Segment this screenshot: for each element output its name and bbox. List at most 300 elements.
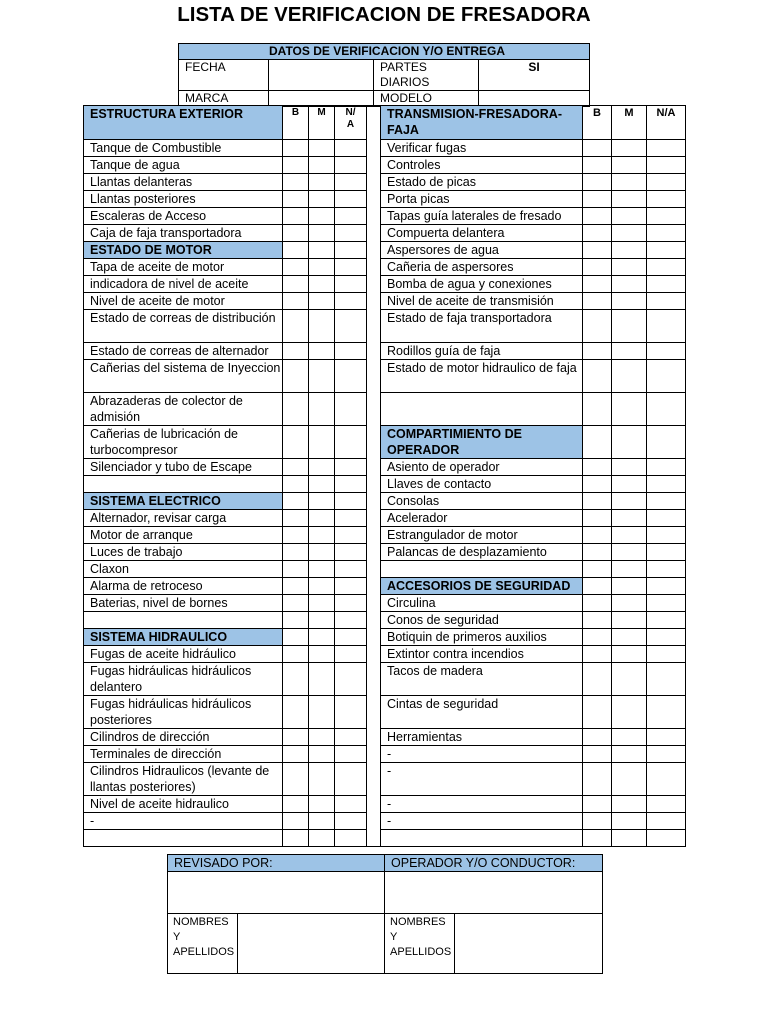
checklist-row	[84, 259, 686, 276]
check-cell-na[interactable]	[647, 242, 686, 259]
checklist-row	[84, 174, 686, 191]
check-cell-b[interactable]	[283, 544, 309, 561]
check-cell-na[interactable]	[335, 225, 367, 242]
check-cell-na[interactable]	[335, 763, 367, 796]
check-cell-na[interactable]	[647, 578, 686, 595]
check-cell-m[interactable]	[612, 293, 647, 310]
checklist-item-right	[381, 393, 583, 426]
check-cell-b[interactable]	[583, 476, 612, 493]
check-cell-b[interactable]	[583, 426, 612, 459]
checklist-table	[83, 105, 686, 847]
check-cell-na[interactable]	[335, 343, 367, 360]
check-cell-m[interactable]	[309, 174, 335, 191]
partes-diarios-value[interactable]: SI	[479, 60, 590, 91]
checklist-item-right: Rodillos guía de faja	[381, 343, 583, 360]
check-cell-b[interactable]	[283, 612, 309, 629]
check-cell-na[interactable]	[335, 360, 367, 393]
checklist-row	[84, 225, 686, 242]
check-cell-m[interactable]	[309, 796, 335, 813]
operador-header: OPERADOR Y/O CONDUCTOR:	[385, 855, 603, 872]
check-cell-b[interactable]	[283, 527, 309, 544]
check-cell-na[interactable]	[335, 746, 367, 763]
modelo-label: MODELO	[374, 91, 479, 107]
check-cell-m[interactable]	[309, 612, 335, 629]
checklist-item-right: Aspersores de agua	[381, 242, 583, 259]
check-cell-m[interactable]	[309, 459, 335, 476]
check-cell-b[interactable]	[283, 208, 309, 225]
check-cell-na[interactable]	[335, 140, 367, 157]
check-cell-na[interactable]	[647, 561, 686, 578]
check-cell-b[interactable]	[283, 813, 309, 830]
check-cell-b[interactable]	[583, 813, 612, 830]
checklist-row	[84, 476, 686, 493]
check-cell-b[interactable]	[283, 174, 309, 191]
check-cell-na[interactable]	[335, 476, 367, 493]
column-separator	[367, 729, 381, 746]
check-cell-m[interactable]	[612, 561, 647, 578]
column-separator	[367, 426, 381, 459]
check-cell-m[interactable]	[309, 729, 335, 746]
checklist-row	[84, 393, 686, 426]
check-cell-na[interactable]	[647, 813, 686, 830]
check-cell-m[interactable]	[612, 510, 647, 527]
check-cell-na[interactable]	[647, 544, 686, 561]
check-cell-b[interactable]	[283, 293, 309, 310]
checklist-row	[84, 763, 686, 796]
check-cell-m[interactable]	[612, 763, 647, 796]
checklist-item-right	[381, 561, 583, 578]
check-cell-b[interactable]	[283, 225, 309, 242]
check-cell-na[interactable]	[335, 729, 367, 746]
check-cell-m[interactable]	[309, 493, 335, 510]
check-cell-b[interactable]	[583, 225, 612, 242]
check-cell-b[interactable]	[283, 561, 309, 578]
check-cell-m[interactable]	[612, 578, 647, 595]
check-cell-na[interactable]	[647, 393, 686, 426]
nombres-value-left[interactable]	[238, 914, 385, 974]
check-cell-na[interactable]	[647, 259, 686, 276]
check-cell-m[interactable]	[612, 259, 647, 276]
column-separator	[367, 510, 381, 527]
checklist-item-left: indicadora de nivel de aceite	[84, 276, 283, 293]
checklist-row	[84, 191, 686, 208]
check-cell-b[interactable]	[283, 578, 309, 595]
check-cell-m[interactable]	[612, 493, 647, 510]
check-cell-na[interactable]	[647, 225, 686, 242]
column-separator	[367, 796, 381, 813]
check-cell-b[interactable]	[583, 510, 612, 527]
checklist-item-right: Bomba de agua y conexiones	[381, 276, 583, 293]
check-cell-m[interactable]	[309, 225, 335, 242]
check-cell-b[interactable]	[583, 360, 612, 393]
checklist-item-left: Abrazaderas de colector de admisión	[84, 393, 283, 426]
check-cell-m[interactable]	[612, 830, 647, 847]
column-separator	[367, 663, 381, 696]
check-cell-m[interactable]	[612, 343, 647, 360]
check-cell-b[interactable]	[583, 763, 612, 796]
check-cell-m[interactable]	[309, 293, 335, 310]
checklist-item-right: -	[381, 763, 583, 796]
check-cell-m[interactable]	[309, 310, 335, 343]
check-cell-m[interactable]	[309, 746, 335, 763]
checklist-row	[84, 343, 686, 360]
check-cell-b[interactable]	[583, 629, 612, 646]
check-cell-b[interactable]	[583, 493, 612, 510]
check-cell-m[interactable]	[612, 612, 647, 629]
check-cell-b[interactable]	[583, 393, 612, 426]
checklist-item-left: Fugas de aceite hidráulico	[84, 646, 283, 663]
check-cell-b[interactable]	[283, 830, 309, 847]
check-cell-na[interactable]	[647, 527, 686, 544]
check-cell-b[interactable]	[283, 646, 309, 663]
column-separator	[367, 208, 381, 225]
check-cell-b[interactable]	[583, 696, 612, 729]
check-cell-m[interactable]	[309, 578, 335, 595]
check-cell-na[interactable]	[647, 293, 686, 310]
check-cell-m[interactable]	[309, 663, 335, 696]
check-cell-na[interactable]	[335, 646, 367, 663]
check-cell-b[interactable]	[583, 527, 612, 544]
check-cell-na[interactable]	[647, 763, 686, 796]
check-cell-b[interactable]	[583, 561, 612, 578]
checklist-item-right: Tacos de madera	[381, 663, 583, 696]
check-cell-b[interactable]	[283, 259, 309, 276]
checklist-item-left: -	[84, 813, 283, 830]
check-cell-m[interactable]	[309, 426, 335, 459]
check-cell-b[interactable]	[283, 191, 309, 208]
check-cell-na[interactable]	[335, 242, 367, 259]
check-cell-na[interactable]	[335, 510, 367, 527]
checklist-item-left: Alternador, revisar carga	[84, 510, 283, 527]
column-header-m: M	[612, 106, 647, 140]
column-separator	[367, 629, 381, 646]
check-cell-m[interactable]	[309, 527, 335, 544]
checklist-item-left: Cilindros de dirección	[84, 729, 283, 746]
check-cell-b[interactable]	[583, 729, 612, 746]
check-cell-na[interactable]	[647, 310, 686, 343]
check-cell-m[interactable]	[612, 729, 647, 746]
check-cell-m[interactable]	[612, 225, 647, 242]
check-cell-b[interactable]	[583, 830, 612, 847]
check-cell-na[interactable]	[335, 191, 367, 208]
checklist-item-left: Caja de faja transportadora	[84, 225, 283, 242]
fecha-value[interactable]	[269, 60, 374, 91]
check-cell-m[interactable]	[612, 646, 647, 663]
check-cell-na[interactable]	[647, 140, 686, 157]
checklist-item-right: Palancas de desplazamiento	[381, 544, 583, 561]
check-cell-m[interactable]	[612, 242, 647, 259]
checklist-item-right: Tapas guía laterales de fresado	[381, 208, 583, 225]
check-cell-m[interactable]	[612, 696, 647, 729]
check-cell-m[interactable]	[309, 544, 335, 561]
check-cell-b[interactable]	[283, 459, 309, 476]
checklist-item-right: Cañeria de aspersores	[381, 259, 583, 276]
check-cell-na[interactable]	[647, 276, 686, 293]
checklist-item-left: Cañerias de lubricación de turbocompresor	[84, 426, 283, 459]
check-cell-na[interactable]	[647, 830, 686, 847]
check-cell-m[interactable]	[309, 830, 335, 847]
check-cell-m[interactable]	[309, 208, 335, 225]
check-cell-m[interactable]	[612, 208, 647, 225]
checklist-item-left: Escaleras de Acceso	[84, 208, 283, 225]
check-cell-na[interactable]	[335, 663, 367, 696]
check-cell-na[interactable]	[647, 191, 686, 208]
check-cell-m[interactable]	[309, 476, 335, 493]
check-cell-b[interactable]	[583, 157, 612, 174]
check-cell-b[interactable]	[583, 259, 612, 276]
check-cell-na[interactable]	[335, 595, 367, 612]
check-cell-na[interactable]	[335, 696, 367, 729]
check-cell-b[interactable]	[283, 276, 309, 293]
check-cell-na[interactable]	[335, 208, 367, 225]
check-cell-m[interactable]	[309, 157, 335, 174]
check-cell-m[interactable]	[309, 343, 335, 360]
check-cell-na[interactable]	[647, 729, 686, 746]
check-cell-na[interactable]	[647, 493, 686, 510]
check-cell-m[interactable]	[309, 646, 335, 663]
check-cell-m[interactable]	[309, 259, 335, 276]
check-cell-m[interactable]	[309, 629, 335, 646]
check-cell-na[interactable]	[335, 830, 367, 847]
check-cell-na[interactable]	[647, 612, 686, 629]
check-cell-na[interactable]	[335, 459, 367, 476]
checklist-row	[84, 493, 686, 510]
checklist-row	[84, 561, 686, 578]
column-separator	[367, 140, 381, 157]
check-cell-m[interactable]	[309, 595, 335, 612]
check-cell-m[interactable]	[309, 813, 335, 830]
check-cell-m[interactable]	[612, 276, 647, 293]
check-cell-m[interactable]	[309, 561, 335, 578]
check-cell-na[interactable]	[335, 310, 367, 343]
check-cell-b[interactable]	[583, 276, 612, 293]
check-cell-b[interactable]	[583, 140, 612, 157]
check-cell-b[interactable]	[283, 343, 309, 360]
nombres-value-right[interactable]	[455, 914, 603, 974]
checklist-row	[84, 426, 686, 459]
checklist-row	[84, 140, 686, 157]
checklist-item-right: Nivel de aceite de transmisión	[381, 293, 583, 310]
section-header-right: ACCESORIOS DE SEGURIDAD	[381, 578, 583, 595]
check-cell-na[interactable]	[647, 663, 686, 696]
checklist-row	[84, 746, 686, 763]
check-cell-b[interactable]	[583, 646, 612, 663]
check-cell-m[interactable]	[309, 191, 335, 208]
check-cell-b[interactable]	[583, 310, 612, 343]
nombres-label-right: NOMBRES Y APELLIDOS	[385, 914, 455, 974]
checklist-row	[84, 595, 686, 612]
checklist-row	[84, 459, 686, 476]
revisado-por-signature[interactable]	[168, 872, 385, 914]
checklist-row	[84, 310, 686, 343]
check-cell-b[interactable]	[283, 157, 309, 174]
check-cell-b[interactable]	[283, 310, 309, 343]
check-cell-m[interactable]	[309, 140, 335, 157]
check-cell-m[interactable]	[309, 276, 335, 293]
column-separator	[367, 476, 381, 493]
checklist-item-right: Estado de picas	[381, 174, 583, 191]
check-cell-na[interactable]	[647, 476, 686, 493]
check-cell-na[interactable]	[647, 629, 686, 646]
check-cell-b[interactable]	[283, 763, 309, 796]
column-separator	[367, 393, 381, 426]
check-cell-m[interactable]	[612, 813, 647, 830]
check-cell-na[interactable]	[335, 174, 367, 191]
check-cell-na[interactable]	[335, 561, 367, 578]
check-cell-b[interactable]	[283, 696, 309, 729]
checklist-item-left: Luces de trabajo	[84, 544, 283, 561]
checklist-row	[84, 796, 686, 813]
check-cell-m[interactable]	[612, 174, 647, 191]
checklist-item-left: Estado de correas de alternador	[84, 343, 283, 360]
checklist-item-left: Terminales de dirección	[84, 746, 283, 763]
check-cell-na[interactable]	[335, 796, 367, 813]
check-cell-b[interactable]	[583, 663, 612, 696]
check-cell-na[interactable]	[335, 629, 367, 646]
check-cell-m[interactable]	[309, 360, 335, 393]
check-cell-m[interactable]	[612, 360, 647, 393]
checklist-row	[84, 208, 686, 225]
check-cell-b[interactable]	[583, 796, 612, 813]
check-cell-na[interactable]	[647, 174, 686, 191]
check-cell-m[interactable]	[612, 426, 647, 459]
checklist-row	[84, 646, 686, 663]
column-separator	[367, 595, 381, 612]
check-cell-na[interactable]	[647, 696, 686, 729]
checklist-item-right: Botiquin de primeros auxilios	[381, 629, 583, 646]
check-cell-m[interactable]	[612, 629, 647, 646]
check-cell-b[interactable]	[283, 493, 309, 510]
check-cell-b[interactable]	[283, 140, 309, 157]
check-cell-na[interactable]	[647, 746, 686, 763]
check-cell-na[interactable]	[647, 208, 686, 225]
check-cell-na[interactable]	[647, 360, 686, 393]
checklist-item-left: Baterias, nivel de bornes	[84, 595, 283, 612]
check-cell-b[interactable]	[583, 459, 612, 476]
check-cell-na[interactable]	[335, 813, 367, 830]
check-cell-na[interactable]	[335, 393, 367, 426]
check-cell-na[interactable]	[335, 276, 367, 293]
check-cell-na[interactable]	[335, 612, 367, 629]
section-header-right: COMPARTIMIENTO DE OPERADOR	[381, 426, 583, 459]
check-cell-m[interactable]	[612, 140, 647, 157]
column-separator	[367, 544, 381, 561]
checklist-item-right: Cintas de seguridad	[381, 696, 583, 729]
check-cell-m[interactable]	[612, 527, 647, 544]
check-cell-m[interactable]	[612, 663, 647, 696]
check-cell-m[interactable]	[612, 476, 647, 493]
section-header-left: SISTEMA ELECTRICO	[84, 493, 283, 510]
check-cell-b[interactable]	[283, 393, 309, 426]
check-cell-na[interactable]	[647, 510, 686, 527]
check-cell-b[interactable]	[283, 476, 309, 493]
check-cell-b[interactable]	[283, 510, 309, 527]
column-separator	[367, 242, 381, 259]
operador-signature[interactable]	[385, 872, 603, 914]
check-cell-m[interactable]	[612, 310, 647, 343]
check-cell-b[interactable]	[283, 360, 309, 393]
check-cell-b[interactable]	[283, 242, 309, 259]
check-cell-b[interactable]	[583, 174, 612, 191]
check-cell-na[interactable]	[647, 796, 686, 813]
check-cell-b[interactable]	[583, 595, 612, 612]
column-separator	[367, 276, 381, 293]
check-cell-b[interactable]	[283, 426, 309, 459]
check-cell-na[interactable]	[335, 544, 367, 561]
checklist-row	[84, 696, 686, 729]
fecha-label: FECHA	[179, 60, 269, 91]
check-cell-m[interactable]	[309, 242, 335, 259]
check-cell-na[interactable]	[335, 259, 367, 276]
check-cell-na[interactable]	[335, 493, 367, 510]
partes-diarios-label: PARTES DIARIOS	[374, 60, 479, 91]
checklist-item-right: Extintor contra incendios	[381, 646, 583, 663]
check-cell-m[interactable]	[612, 157, 647, 174]
check-cell-na[interactable]	[647, 426, 686, 459]
check-cell-b[interactable]	[283, 729, 309, 746]
check-cell-na[interactable]	[647, 157, 686, 174]
check-cell-b[interactable]	[283, 746, 309, 763]
section-header-left: ESTRUCTURA EXTERIOR	[84, 106, 283, 140]
checklist-item-left: Cilindros Hidraulicos (levante de llantas posteriores)	[84, 763, 283, 796]
section-header-right: TRANSMISION-FRESADORA-FAJA	[381, 106, 583, 140]
checklist-item-left: Fugas hidráulicas hidráulicos delantero	[84, 663, 283, 696]
check-cell-m[interactable]	[309, 696, 335, 729]
checklist-item-left: Silenciador y tubo de Escape	[84, 459, 283, 476]
check-cell-b[interactable]	[583, 578, 612, 595]
checklist-item-left	[84, 612, 283, 629]
checklist-item-left: Nivel de aceite hidraulico	[84, 796, 283, 813]
checklist-row	[84, 242, 686, 259]
check-cell-na[interactable]	[335, 527, 367, 544]
check-cell-b[interactable]	[283, 595, 309, 612]
check-cell-b[interactable]	[583, 293, 612, 310]
check-cell-na[interactable]	[335, 426, 367, 459]
check-cell-na[interactable]	[647, 343, 686, 360]
check-cell-b[interactable]	[583, 746, 612, 763]
check-cell-na[interactable]	[335, 293, 367, 310]
check-cell-na[interactable]	[335, 578, 367, 595]
check-cell-na[interactable]	[647, 646, 686, 663]
check-cell-m[interactable]	[309, 763, 335, 796]
check-cell-b[interactable]	[583, 343, 612, 360]
checklist-item-left: Claxon	[84, 561, 283, 578]
check-cell-b[interactable]	[583, 612, 612, 629]
check-cell-b[interactable]	[283, 629, 309, 646]
check-cell-m[interactable]	[612, 796, 647, 813]
check-cell-m[interactable]	[309, 510, 335, 527]
checklist-item-left: Llantas delanteras	[84, 174, 283, 191]
check-cell-b[interactable]	[583, 191, 612, 208]
check-cell-na[interactable]	[335, 157, 367, 174]
check-cell-b[interactable]	[583, 208, 612, 225]
check-cell-b[interactable]	[583, 544, 612, 561]
check-cell-na[interactable]	[647, 595, 686, 612]
check-cell-m[interactable]	[612, 459, 647, 476]
check-cell-m[interactable]	[612, 746, 647, 763]
check-cell-b[interactable]	[283, 663, 309, 696]
column-header-na: N/A	[647, 106, 686, 140]
check-cell-na[interactable]	[647, 459, 686, 476]
check-cell-b[interactable]	[583, 242, 612, 259]
check-cell-b[interactable]	[283, 796, 309, 813]
check-cell-m[interactable]	[612, 191, 647, 208]
check-cell-m[interactable]	[612, 544, 647, 561]
column-separator	[367, 310, 381, 343]
check-cell-m[interactable]	[612, 595, 647, 612]
check-cell-m[interactable]	[309, 393, 335, 426]
check-cell-m[interactable]	[612, 393, 647, 426]
